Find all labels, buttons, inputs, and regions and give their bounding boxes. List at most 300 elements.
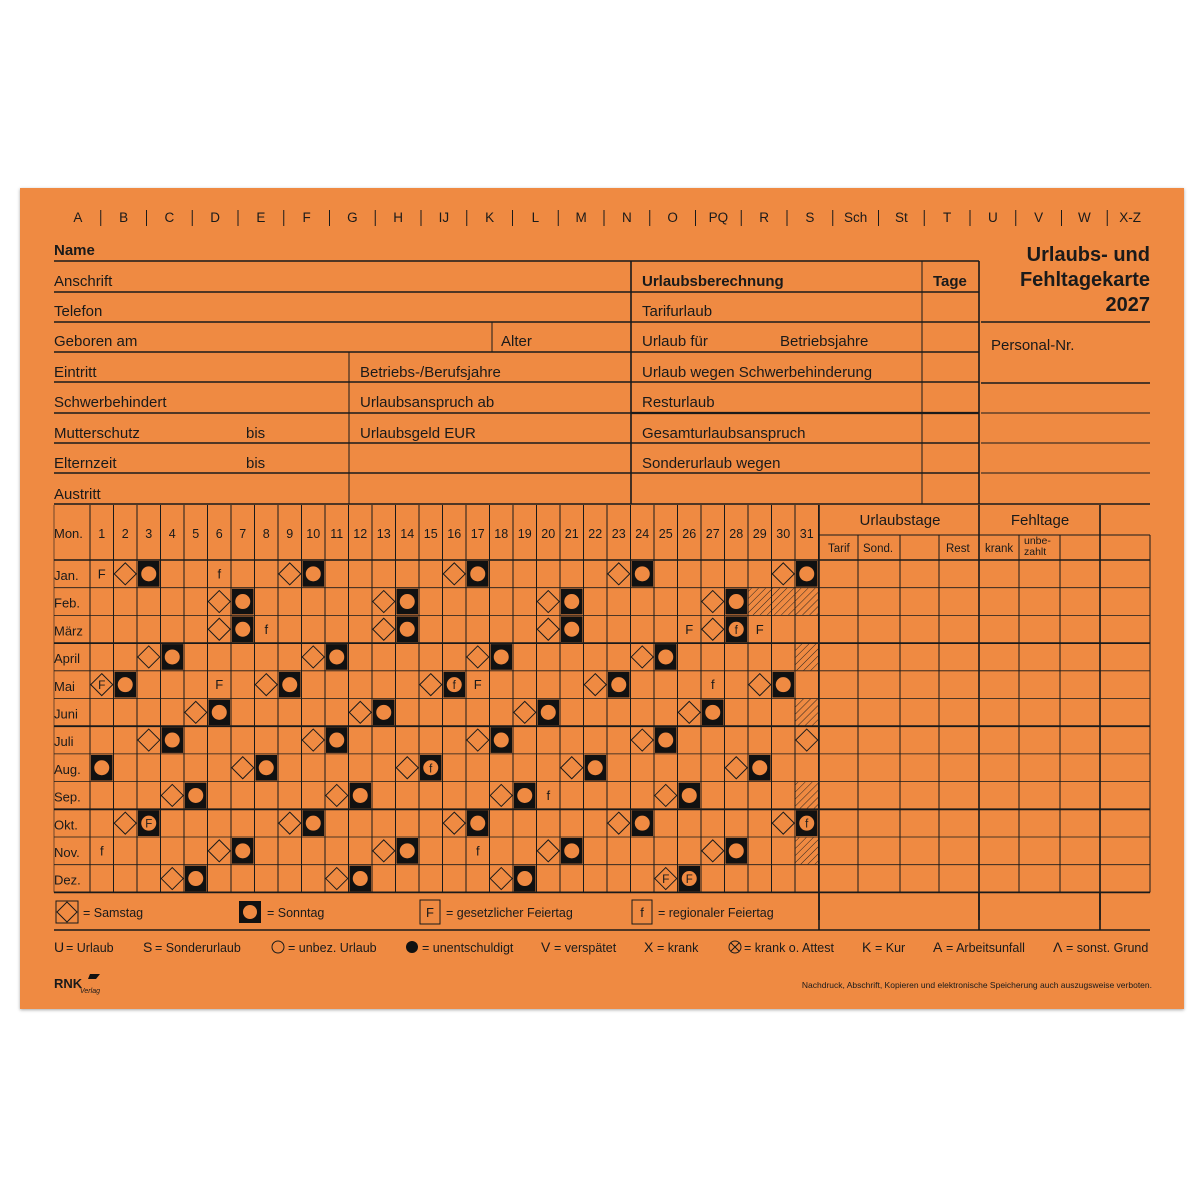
day-mark-sun [350,783,372,809]
day-number: 26 [682,527,697,541]
form-lines [54,261,1150,504]
day-mark-sun [232,838,254,864]
legend-samstag-box [56,901,78,923]
alphabet-letter: O [667,210,678,225]
legend-gesetzlich-text: = gesetzlicher Feiertag [446,906,573,920]
day-mark-hatch [772,588,795,615]
day-mark-sat [514,701,536,723]
saturday-diamond-icon [725,757,747,779]
day-number: 5 [192,527,200,541]
day-mark-hatch [749,588,772,615]
holiday-letter: f [99,843,104,859]
day-mark-sat [608,812,630,834]
day-mark-sun [632,810,654,836]
alphabet-letter: A [73,210,83,225]
day-mark-sun [796,561,818,587]
day-mark-sunf [796,810,818,836]
day-mark-satF [655,868,677,890]
code-arbeitsunfall-text: = Arbeitsunfall [946,941,1025,955]
day-mark-sun [303,561,325,587]
sunday-circle-icon [235,594,250,609]
day-mark-sunf [726,616,748,642]
sunday-circle-icon [188,788,203,803]
legend-gesetzlich [420,900,573,924]
saturday-diamond-icon [396,757,418,779]
logo-mark-icon [88,974,100,979]
day-mark-sat [584,674,606,696]
saturday-diamond-icon [373,591,395,613]
day-mark-sun [514,866,536,892]
saturday-diamond-icon [678,701,700,723]
day-number: 15 [423,527,438,541]
tarifurlaub-label: Tarifurlaub [642,303,713,320]
title-line1: Urlaubs- und [1026,244,1150,266]
saturday-diamond-icon [114,563,136,585]
saturday-diamond-icon [279,812,301,834]
code-krank-symbol: X [644,939,654,955]
saturday-diamond-icon [443,812,465,834]
eintritt-label: Eintritt [54,364,97,381]
card-title [991,244,1150,354]
urlaubstage-header: Urlaubstage [859,512,941,529]
saturday-diamond-icon [749,674,771,696]
day-mark-hatch [796,644,819,671]
austritt-label: Austritt [54,486,101,503]
day-mark-sunF [679,866,701,892]
day-mark-sun [303,810,325,836]
urlaub-fuer-label: Urlaub für [642,333,708,350]
name-label: Name [54,242,95,259]
day-mark-sat [232,757,254,779]
saturday-diamond-icon [114,812,136,834]
anschrift-label: Anschrift [54,273,113,290]
day-mark-sun [491,644,513,670]
day-mark-sat [796,729,818,751]
urlaubsanspruch-label: Urlaubsanspruch ab [360,394,495,411]
saturday-diamond-icon [584,674,606,696]
holiday-letter: F [755,621,764,637]
day-number: 9 [286,527,294,541]
legend-sonntag-text: = Sonntag [267,906,325,920]
day-number: 24 [635,527,650,541]
code-sonst-text: = sonst. Grund [1066,941,1149,955]
day-mark-sat [208,840,230,862]
day-mark-sat [467,646,489,668]
saturday-diamond-icon [255,674,277,696]
personal-nr-label: Personal-Nr. [991,337,1075,354]
fehltage-header: Fehltage [1010,512,1070,529]
sunday-circle-icon [212,705,227,720]
alphabet-letter: G [347,210,358,225]
saturday-diamond-icon [702,618,724,640]
sunday-circle-icon [729,843,744,858]
day-number: 28 [729,527,744,541]
day-mark-sun [608,672,630,698]
title-year: 2027 [1105,294,1150,316]
day-mark-sun [326,727,348,753]
day-mark-sun [561,616,583,642]
legend-sonntag-circle-icon [243,905,257,919]
day-mark-sat [537,591,559,613]
urlaubsgeld-label: Urlaubsgeld EUR [360,425,476,442]
code-unentschuldigt-text: = unentschuldigt [422,941,514,955]
day-mark-sat [443,812,465,834]
alphabet-letter: M [575,210,587,225]
day-mark-sat [114,563,136,585]
day-number: 20 [541,527,556,541]
day-mark-F [685,622,693,637]
sunday-circle-icon [564,622,579,637]
day-mark-sat [302,729,324,751]
sunday-circle-icon [799,566,814,581]
sunday-circle-icon [118,677,133,692]
saturday-diamond-icon [161,784,183,806]
holiday-letter: f [734,624,738,637]
alter-label: Alter [501,333,532,350]
alphabet-letter: U [988,210,998,225]
day-mark-f [476,843,480,858]
title-line2: Fehltagekarte [1019,269,1150,291]
month-label: Okt. [54,817,78,833]
sunday-circle-icon [752,760,767,775]
day-mark-sun [726,838,748,864]
day-mark-sun [397,838,419,864]
unbezahlt-subheader-1: unbe- [1024,535,1051,547]
day-number: 14 [400,527,415,541]
nonexistent-day-hatch [796,588,819,615]
day-mark-sat [373,840,395,862]
code-urlaub-text: = Urlaub [66,941,114,955]
mon-label: Mon. [54,526,83,541]
day-mark-hatch [796,782,819,809]
saturday-diamond-icon [208,618,230,640]
legend-regional-text: = regionaler Feiertag [658,906,774,920]
day-mark-sun [373,700,395,726]
day-number: 16 [447,527,462,541]
legend-codes [54,939,1148,955]
sunday-circle-icon [494,733,509,748]
alphabet-letter: K [485,210,495,225]
holiday-letter: F [685,621,694,637]
day-mark-sat [114,812,136,834]
legend-holidays [56,900,774,924]
day-number: 13 [376,527,391,541]
day-mark-sat [631,646,653,668]
day-mark-sun [561,838,583,864]
day-mark-sun [655,727,677,753]
day-mark-sunf [444,672,466,698]
day-mark-F [474,677,482,692]
day-mark-sat [749,674,771,696]
sunday-circle-icon [564,843,579,858]
day-mark-f [217,566,221,581]
day-mark-sat [443,563,465,585]
sunday-circle-icon [329,733,344,748]
saturday-diamond-icon [608,812,630,834]
sunday-circle-icon [282,677,297,692]
day-mark-sun [491,727,513,753]
sonderurlaub-label: Sonderurlaub wegen [642,455,781,472]
sunday-circle-icon [235,843,250,858]
day-mark-F [98,566,106,581]
sunday-circle-icon [611,677,626,692]
alphabet-letter: E [256,210,266,225]
saturday-diamond-icon [138,646,160,668]
sunday-circle-icon [635,566,650,581]
sunday-circle-icon [141,566,156,581]
day-mark-sat [772,812,794,834]
saturday-diamond-icon [702,840,724,862]
day-mark-sat [702,618,724,640]
sunday-circle-icon [306,816,321,831]
code-unbez-text: = unbez. Urlaub [288,941,377,955]
saturday-diamond-icon [537,840,559,862]
saturday-diamond-icon [420,674,442,696]
day-mark-sun [326,644,348,670]
day-mark-sat [655,784,677,806]
saturday-diamond-icon [349,701,371,723]
day-number: 22 [588,527,603,541]
saturday-diamond-icon [373,840,395,862]
sunday-circle-icon [705,705,720,720]
saturday-diamond-icon [185,701,207,723]
sunday-circle-icon [165,733,180,748]
code-sonst-symbol: Λ [1053,939,1063,955]
code-sonderurlaub-text: = Sonderurlaub [155,941,241,955]
saturday-diamond-icon [490,868,512,890]
saturday-diamond-icon [772,812,794,834]
holiday-letter: F [97,566,106,582]
month-label: April [54,651,81,667]
sunday-circle-icon [400,622,415,637]
legend-regional [632,900,774,924]
month-label: Mai [54,678,75,694]
day-mark-sat [326,784,348,806]
month-label: Aug. [54,761,81,777]
saturday-diamond-icon [208,840,230,862]
alphabet-letter: IJ [438,210,450,225]
day-mark-sat [161,868,183,890]
day-mark-sunF [138,810,160,836]
sunday-circle-icon [682,788,697,803]
day-number: 10 [306,527,321,541]
saturday-diamond-icon [302,646,324,668]
alphabet-letter: Sch [843,210,868,225]
day-mark-hatch [796,838,819,865]
day-number: 19 [517,527,532,541]
alphabet-letter: F [302,210,311,225]
saturday-diamond-icon [443,563,465,585]
alphabet-letter: R [759,210,769,225]
month-label: Jan. [54,568,79,583]
saturday-diamond-icon [514,701,536,723]
sunday-circle-icon [729,594,744,609]
circled-x-icon [729,941,741,953]
day-mark-sat [678,701,700,723]
geboren-label: Geboren am [54,333,138,350]
code-krank-attest-text: = krank o. Attest [744,941,834,955]
sunday-circle-icon [658,649,673,664]
day-number: 12 [353,527,368,541]
holiday-letter: F [662,872,670,887]
saturday-diamond-icon [702,591,724,613]
holiday-letter: F [215,677,224,693]
legend-samstag-diamond-icon [57,902,77,922]
sunday-circle-icon [376,705,391,720]
day-mark-f [100,843,104,858]
day-number: 18 [494,527,509,541]
day-mark-sat [608,563,630,585]
day-mark-sun [232,616,254,642]
alphabet-letter: B [119,210,129,225]
code-kur-symbol: K [862,939,872,955]
alphabet-letter: S [805,210,815,225]
day-mark-sat [490,868,512,890]
day-mark-sun [538,700,560,726]
code-sonderurlaub-symbol: S [143,939,153,955]
saturday-diamond-icon [138,729,160,751]
holiday-letter: f [546,787,551,803]
month-label: Dez. [54,872,81,888]
day-mark-sat [279,563,301,585]
logo-sub: Verlag [80,988,100,995]
month-label: Juni [54,706,78,722]
day-number: 17 [470,527,485,541]
day-mark-sat [326,868,348,890]
alphabet-letter: T [943,210,952,225]
day-mark-satF [91,674,113,696]
mutterschutz-bis-label: bis [246,425,266,442]
holiday-letter: f [475,843,480,859]
holiday-letter: f [429,763,433,776]
day-mark-sun [397,616,419,642]
day-mark-sun [749,755,771,781]
sunday-circle-icon [588,760,603,775]
day-number: 8 [262,527,270,541]
day-number: 21 [564,527,579,541]
schwerbehindert-label: Schwerbehindert [54,394,167,411]
day-mark-sun [655,644,677,670]
saturday-diamond-icon [161,868,183,890]
day-mark-sun [232,589,254,615]
day-mark-hatch [796,588,819,615]
calc-header: Urlaubsberechnung [642,273,784,290]
alphabet-letter: St [894,210,908,225]
day-mark-hatch [796,699,819,726]
card-drawing [20,188,1184,1009]
day-mark-sun [773,672,795,698]
holiday-letter: f [452,680,456,693]
day-mark-sat [161,784,183,806]
alphabet-letter: X-Z [1119,210,1141,225]
saturday-diamond-icon [208,591,230,613]
saturday-diamond-icon [537,618,559,640]
alphabet-letter: V [1034,210,1044,225]
saturday-diamond-icon [490,784,512,806]
saturday-diamond-icon [608,563,630,585]
day-mark-sun [185,783,207,809]
day-number: 30 [776,527,791,541]
day-mark-sun [632,561,654,587]
day-mark-sat [302,646,324,668]
sunday-circle-icon [470,816,485,831]
mutterschutz-label: Mutterschutz [54,425,140,442]
month-label: Sep. [54,789,81,805]
day-mark-sat [396,757,418,779]
day-mark-sun [279,672,301,698]
saturday-diamond-icon [772,563,794,585]
day-mark-sun [209,700,231,726]
day-mark-sun [561,589,583,615]
day-mark-sat [702,840,724,862]
sunday-circle-icon [635,816,650,831]
day-mark-sat [420,674,442,696]
alphabet-letter: N [622,210,632,225]
day-number: 29 [752,527,767,541]
day-mark-sat [279,812,301,834]
saturday-diamond-icon [796,729,818,751]
code-urlaub-symbol: U [54,939,65,955]
day-mark-sat [255,674,277,696]
day-mark-F [756,622,764,637]
day-mark-sat [537,618,559,640]
day-mark-sun [467,810,489,836]
saturday-diamond-icon [561,757,583,779]
open-circle-icon [272,941,284,953]
day-number: 1 [98,527,106,541]
day-number: 3 [145,527,153,541]
saturday-diamond-icon [631,729,653,751]
sunday-circle-icon [494,649,509,664]
tarif-subheader: Tarif [828,543,850,555]
sunday-circle-icon [259,760,274,775]
day-mark-sat [467,729,489,751]
day-mark-sat [185,701,207,723]
day-number: 11 [330,527,344,541]
day-mark-sat [631,729,653,751]
unbezahlt-subheader-2: zahlt [1024,546,1047,558]
day-mark-sun [397,589,419,615]
sunday-circle-icon [517,871,532,886]
day-mark-sun [115,672,137,698]
sunday-circle-icon [541,705,556,720]
code-verspaetet-symbol: V [541,939,551,955]
day-mark-sat [537,840,559,862]
betriebsjahre-label: Betriebs-/Berufsjahre [360,364,501,381]
copyright-notice: Nachdruck, Abschrift, Kopieren und elektronische Speicherung auch auszugsweise verboten. [801,980,1152,990]
alphabet-letter: H [393,210,403,225]
day-mark-sat [349,701,371,723]
code-krank-text: = krank [657,941,699,955]
schwerbehinderung-label: Urlaub wegen Schwerbehinderung [642,364,873,381]
day-mark-sat [373,591,395,613]
saturday-diamond-icon [302,729,324,751]
day-mark-f [546,788,550,803]
sunday-circle-icon [353,871,368,886]
tage-header: Tage [933,273,967,290]
saturday-diamond-icon [467,646,489,668]
sunday-circle-icon [353,788,368,803]
sunday-circle-icon [165,649,180,664]
holiday-letter: f [710,677,715,693]
resturlaub-label: Resturlaub [642,394,715,411]
elternzeit-bis-label: bis [246,455,266,472]
alphabet-letter: L [531,210,540,225]
code-kur-text: = Kur [875,941,906,955]
holiday-letter: F [685,874,693,887]
day-mark-sun [585,755,607,781]
calc-betriebsjahre-label: Betriebsjahre [780,333,869,350]
